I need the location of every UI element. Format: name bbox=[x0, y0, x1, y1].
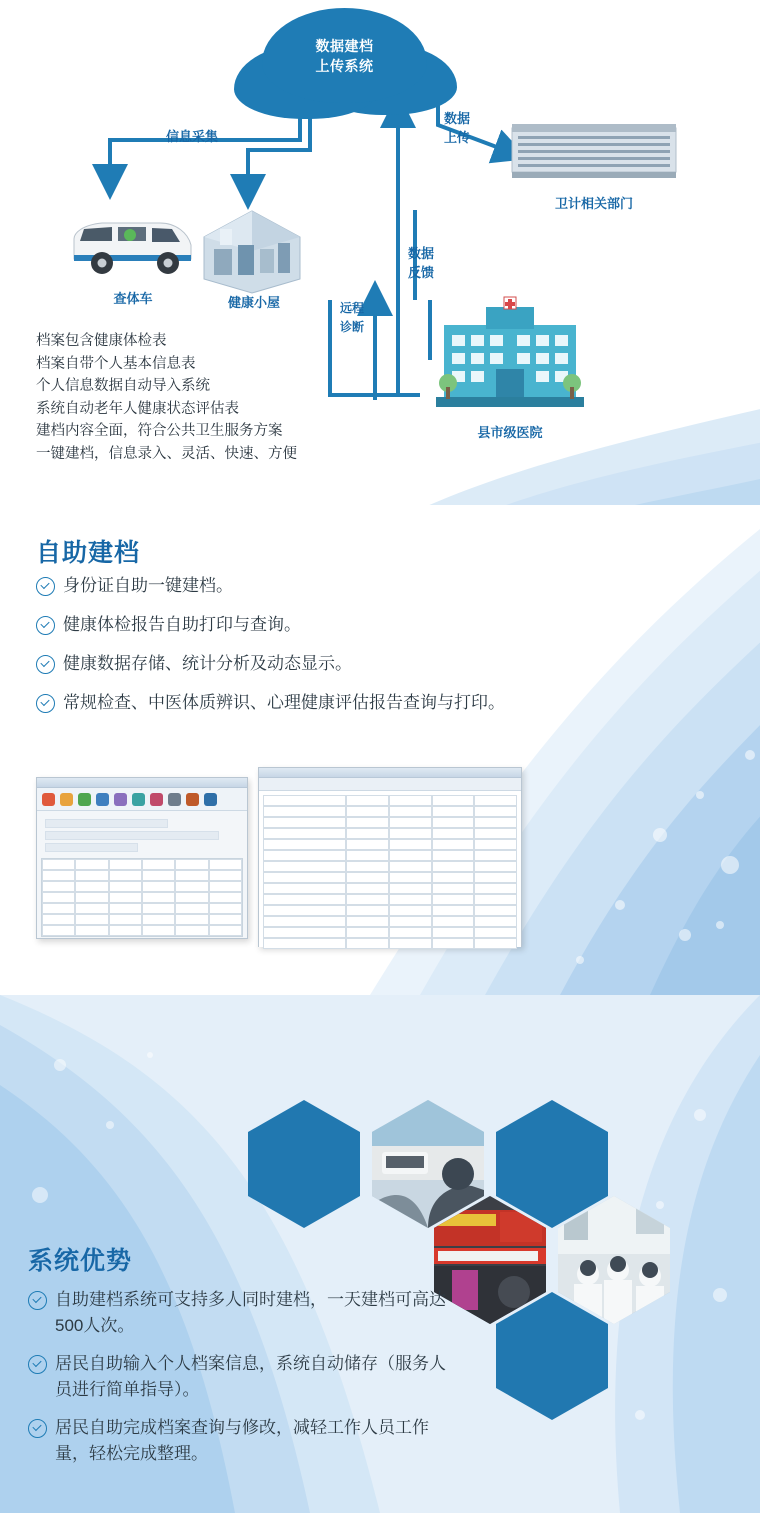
toolbar-icon bbox=[114, 793, 127, 806]
check-circle-icon bbox=[28, 1355, 47, 1374]
list-item-label: 居民自助完成档案查询与修改，减轻工作人员工作量，轻松完成整理。 bbox=[55, 1418, 429, 1463]
health-department-building-illustration bbox=[508, 120, 680, 182]
caption-inspection-vehicle: 查体车 bbox=[113, 291, 153, 306]
toolbar-icon bbox=[168, 793, 181, 806]
health-cabin-illustration bbox=[196, 205, 308, 295]
section3-title: 系统优势 bbox=[28, 1247, 133, 1275]
toolbar-icon bbox=[132, 793, 145, 806]
cloud-label-line2: 上传系统 bbox=[315, 57, 374, 74]
edge-label-info-collect: 信息采集 bbox=[166, 129, 219, 144]
caption-health-department: 卫计相关部门 bbox=[554, 196, 633, 211]
section-self-service-archiving bbox=[0, 505, 760, 995]
list-item-label: 健康体检报告自助打印与查询。 bbox=[63, 615, 301, 634]
check-circle-icon bbox=[36, 655, 55, 674]
section-system-advantages bbox=[0, 995, 760, 1513]
cloud-label-line1: 数据建档 bbox=[315, 37, 374, 54]
list-item bbox=[36, 573, 506, 598]
county-hospital-illustration bbox=[430, 295, 590, 413]
list-item-label: 自助建档系统可支持多人同时建档，一天建档可高达500人次。 bbox=[55, 1290, 446, 1335]
list-item bbox=[28, 1415, 458, 1467]
edge-label-data-feedback-line1: 数据 bbox=[408, 246, 435, 261]
feature-bullet: 个人信息数据自动导入系统 bbox=[36, 378, 210, 394]
section-dataflow-diagram bbox=[0, 0, 760, 505]
toolbar-icon bbox=[78, 793, 91, 806]
edge-label-data-upload-line2: 上传 bbox=[444, 130, 471, 145]
screenshot-body bbox=[37, 811, 247, 942]
caption-health-cabin: 健康小屋 bbox=[227, 295, 280, 310]
software-screenshot-archiving bbox=[36, 777, 248, 939]
feature-bullet: 建档内容全面，符合公共卫生服务方案 bbox=[36, 423, 283, 439]
list-item-label: 身份证自助一键建档。 bbox=[63, 576, 233, 595]
toolbar-icon bbox=[96, 793, 109, 806]
check-circle-icon bbox=[28, 1291, 47, 1310]
feature-bullet: 系统自动老年人健康状态评估表 bbox=[36, 400, 239, 417]
toolbar-icon bbox=[42, 793, 55, 806]
feature-bullet-list bbox=[36, 330, 297, 465]
section3-item-list bbox=[28, 1287, 458, 1479]
feature-bullet: 档案自带个人基本信息表 bbox=[36, 355, 196, 372]
inspection-vehicle-illustration bbox=[68, 215, 196, 277]
toolbar-icon bbox=[150, 793, 163, 806]
list-item bbox=[36, 651, 506, 676]
screenshot-body bbox=[259, 791, 521, 947]
edge-label-data-feedback-line2: 反馈 bbox=[408, 265, 435, 280]
check-circle-icon bbox=[36, 577, 55, 596]
edge-label-remote-diagnosis-line2: 诊断 bbox=[340, 320, 365, 334]
caption-county-hospital: 县市级医院 bbox=[477, 425, 543, 440]
edge-label-remote-diagnosis-line1: 远程 bbox=[340, 301, 365, 315]
feature-bullet: 一键建档，信息录入、灵活、快速、方便 bbox=[36, 445, 297, 462]
toolbar-icon bbox=[186, 793, 199, 806]
window-title-bar bbox=[259, 768, 521, 778]
list-item-label: 常规检查、中医体质辨识、心理健康评估报告查询与打印。 bbox=[63, 693, 505, 712]
section2-title: 自助建档 bbox=[36, 539, 141, 567]
list-item bbox=[28, 1287, 458, 1339]
list-item bbox=[36, 690, 506, 715]
list-item bbox=[28, 1351, 458, 1403]
list-item-label: 健康数据存储、统计分析及动态显示。 bbox=[63, 654, 352, 673]
list-item bbox=[36, 612, 506, 637]
toolbar-icon bbox=[60, 793, 73, 806]
check-circle-icon bbox=[36, 616, 55, 635]
edge-label-data-upload-line1: 数据 bbox=[444, 111, 471, 126]
check-circle-icon bbox=[36, 694, 55, 713]
report-form-screenshot bbox=[258, 767, 522, 947]
toolbar-icon bbox=[204, 793, 217, 806]
list-item-label: 居民自助输入个人档案信息，系统自动储存（服务人员进行简单指导）。 bbox=[55, 1354, 446, 1399]
window-title-bar bbox=[37, 778, 247, 788]
feature-bullet: 档案包含健康体检表 bbox=[36, 333, 167, 349]
toolbar bbox=[37, 788, 247, 811]
section2-item-list bbox=[36, 573, 506, 729]
check-circle-icon bbox=[28, 1419, 47, 1438]
